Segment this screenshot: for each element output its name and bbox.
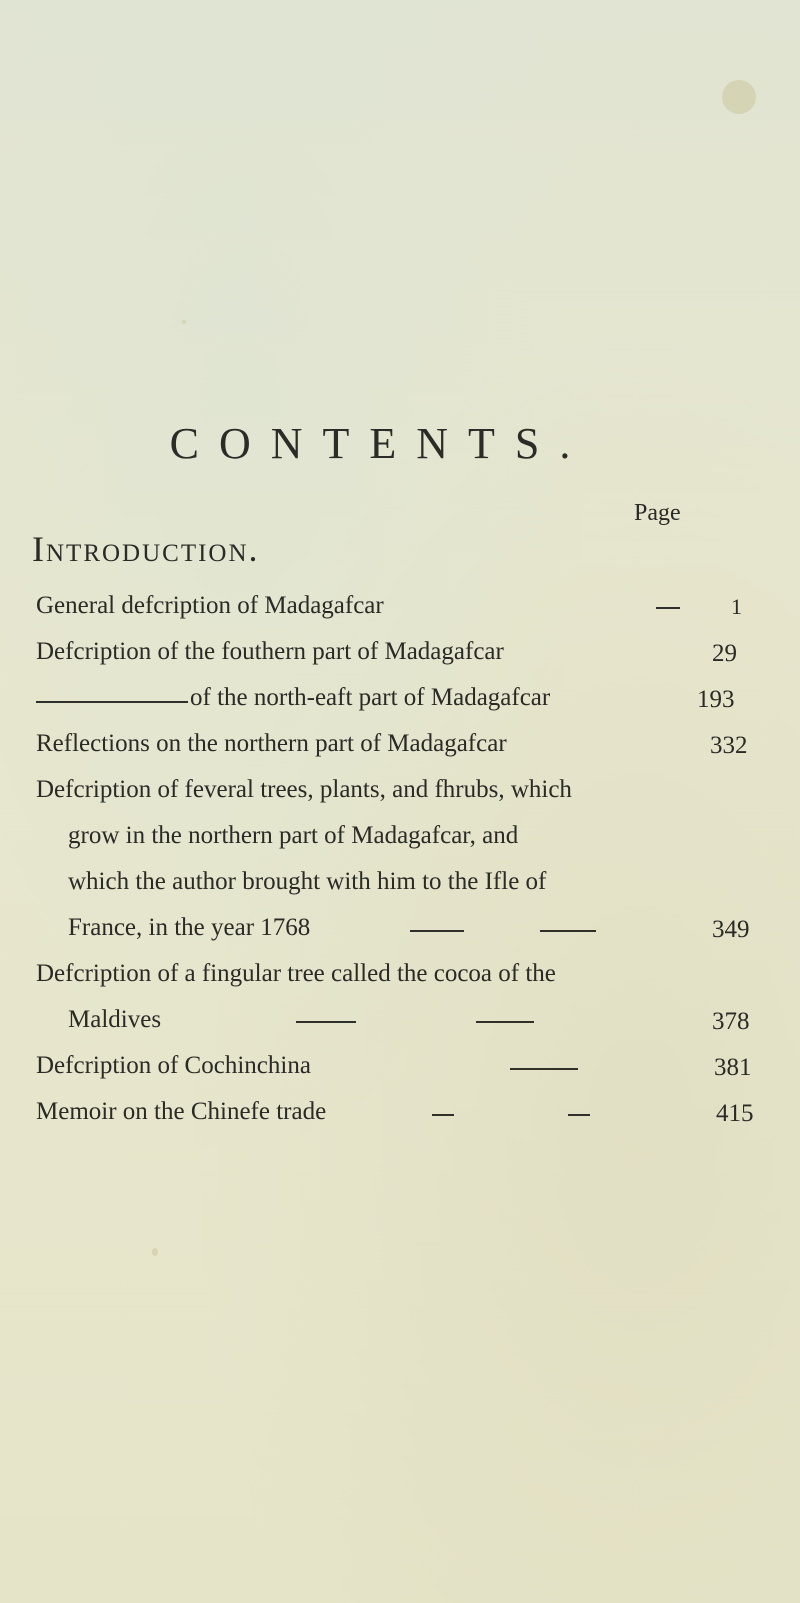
entry-text: Memoir on the Chinefe trade	[36, 1098, 327, 1125]
page-column-label: Page	[634, 500, 681, 526]
leader-dash	[410, 930, 464, 932]
entry-text: Reflections on the northern part of Madagafcar	[36, 730, 507, 757]
entry-text: which the author brought with him to the Ifle of	[68, 868, 547, 895]
leader-dash	[510, 1068, 578, 1070]
entry-text: of the north-eaft part of Madagafcar	[190, 684, 551, 711]
entry-page-number: 381	[714, 1054, 752, 1081]
entry-text: France, in the year 1768	[68, 914, 311, 941]
entry-text: Defcription of the fouthern part of Madagafcar	[36, 638, 504, 665]
entry-page-number: 29	[712, 640, 737, 667]
entry-text: Defcription of a fingular tree called the cocoa of the	[36, 960, 556, 987]
entry-page-number: 193	[697, 686, 735, 713]
foxing-spot	[182, 320, 186, 324]
entry-page-number: 378	[712, 1008, 750, 1035]
entry-text: Defcription of Cochinchina	[36, 1052, 311, 1079]
leader-dash	[476, 1021, 534, 1023]
leader-dash	[296, 1021, 356, 1023]
entry-text: General defcription of Madagafcar	[36, 592, 384, 619]
entry-page-number: 415	[716, 1100, 754, 1127]
entry-text: Defcription of feveral trees, plants, and fhrubs, which	[36, 776, 572, 803]
entry-page-number: 332	[710, 732, 748, 759]
leader-dash	[568, 1114, 590, 1116]
ditto-leader-dash	[36, 701, 188, 703]
foxing-spot	[152, 1248, 158, 1256]
entry-text: Maldives	[68, 1006, 162, 1033]
contents-title: CONTENTS.	[169, 419, 591, 468]
entry-page-number: 1	[731, 594, 742, 619]
foxing-spot	[722, 80, 756, 114]
entry-text: grow in the northern part of Madagafcar, and	[68, 822, 519, 849]
leader-dash	[540, 930, 596, 932]
leader-dash	[656, 607, 680, 609]
entry-page-number: 349	[712, 916, 750, 943]
introduction-heading: Introduction.	[32, 529, 260, 569]
leader-dash	[432, 1114, 454, 1116]
